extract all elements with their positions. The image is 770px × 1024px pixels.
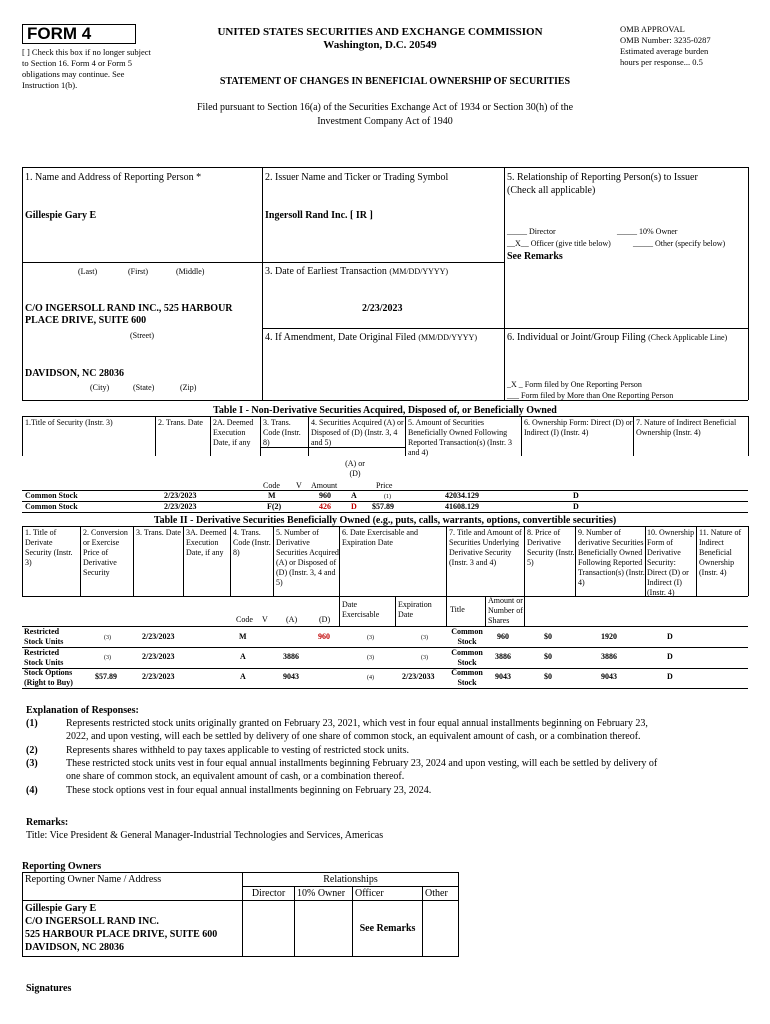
grid-line <box>446 596 447 626</box>
t1-r2-code: F(2) <box>267 502 282 511</box>
owner-address-line2: 525 HARBOUR PLACE DRIVE, SUITE 600 <box>25 929 218 940</box>
grid-line <box>446 526 447 596</box>
grid-line <box>22 626 748 627</box>
see-remarks: See Remarks <box>507 251 563 262</box>
t1-r1-form: D <box>573 491 579 500</box>
footnote-num: (4) <box>26 785 38 796</box>
t1-r2-title: Common Stock <box>25 502 78 511</box>
t2-header-code: 4. Trans. Code (Instr. 8) <box>233 528 271 557</box>
director-check: _____ Director <box>507 227 556 236</box>
footnote-line: one share of common stock, an equivalent amount of cash, or a combination thereof. <box>66 771 405 782</box>
grid-line <box>262 328 748 329</box>
t2-r2-conv: (3) <box>104 655 111 661</box>
owner-name: Gillespie Gary E <box>25 903 97 914</box>
t2-r3-exer: (4) <box>367 675 374 681</box>
t2-sub-d: (D) <box>319 615 331 624</box>
t1-header-acquired: 4. Securities Acquired (A) or Disposed of (D) (Instr. 3, 4 and 5) <box>311 418 404 447</box>
city-label: (City) <box>90 383 110 392</box>
t2-r3-form: D <box>667 672 673 681</box>
other-check: _____ Other (specify below) <box>633 239 726 248</box>
t2-r3-conv: $57.89 <box>95 672 117 681</box>
director-header: Director <box>243 887 295 901</box>
t2-r2-a: 3886 <box>283 652 299 661</box>
t1-r2-date: 2/23/2023 <box>164 502 197 511</box>
footnote-line: 2022, and upon vesting, will each be settled by delivery of one share of common stock, an equivalent amount of cash, or a combination thereof. <box>66 731 641 742</box>
table1-title: Table I - Non-Derivative Securities Acquired, Disposed of, or Beneficially Owned <box>213 405 557 416</box>
ten-pct-cell <box>295 901 353 957</box>
grid-line <box>395 596 396 626</box>
box5-label2: (Check all applicable) <box>507 185 596 196</box>
t2-r3-uamt: 9043 <box>495 672 511 681</box>
t2-r3-date: 2/23/2023 <box>142 672 175 681</box>
t2-r3-price: $0 <box>544 672 552 681</box>
t2-r2-exp: (3) <box>421 655 428 661</box>
remarks-title: Remarks: <box>26 817 69 828</box>
reporting-owners-table <box>22 872 459 957</box>
owner-address-line3: DAVIDSON, NC 28036 <box>25 942 124 953</box>
grid-line <box>22 416 748 417</box>
box4-format: (MM/DD/YYYY) <box>418 333 477 342</box>
t1-sub-amount: Amount <box>311 481 338 490</box>
t1-r2-aord: D <box>351 502 357 511</box>
box1-label: 1. Name and Address of Reporting Person * <box>25 172 202 183</box>
earliest-transaction-date: 2/23/2023 <box>362 303 403 314</box>
t2-r2-form: D <box>667 652 673 661</box>
agency-title <box>160 26 600 52</box>
director-cell <box>243 901 295 957</box>
statement-title: STATEMENT OF CHANGES IN BENEFICIAL OWNERSHIP OF SECURITIES <box>219 76 571 87</box>
explanation-title: Explanation of Responses: <box>26 705 139 716</box>
t1-header-date: 2. Trans. Date <box>158 418 203 427</box>
t1-r1-title: Common Stock <box>25 491 78 500</box>
t2-r1-date: 2/23/2023 <box>142 632 175 641</box>
t2-r3-utitle: Common Stock <box>451 668 483 687</box>
officer-header: Officer <box>353 887 423 901</box>
table2-title: Table II - Derivative Securities Beneficially Owned (e.g., puts, calls, warrants, options, convertible securities) <box>153 515 617 526</box>
t2-header-title: 1. Title of Derivate Security (Instr. 3) <box>25 528 73 567</box>
t2-r3-a: 9043 <box>283 672 299 681</box>
footnote-line: These stock options vest in four equal annual installments beginning on February 23, 2024. <box>66 785 432 796</box>
t1-r1-price: (1) <box>384 494 391 500</box>
box3-format: (MM/DD/YYYY) <box>389 267 449 276</box>
t2-r2-utitle: Common Stock <box>451 648 483 667</box>
t2-header-price: 8. Price of Derivative Security (Instr. 5) <box>527 528 575 567</box>
t2-header-deemed: 3A. Deemed Execution Date, if any <box>186 528 227 557</box>
grid-line <box>22 668 748 669</box>
box3-label-text: 3. Date of Earliest Transaction <box>265 266 387 277</box>
t2-r2-title: Restricted Stock Units <box>24 648 64 667</box>
grid-line <box>22 490 748 491</box>
t1-header-form: 6. Ownership Form: Direct (D) or Indirect (I) (Instr. 4) <box>524 418 633 437</box>
omb-line4: hours per response... 0.5 <box>620 57 703 67</box>
t1-r2-form: D <box>573 502 579 511</box>
t1-header-nature: 7. Nature of Indirect Beneficial Ownership (Instr. 4) <box>636 418 737 437</box>
middle-label: (Middle) <box>176 267 205 276</box>
grid-line <box>22 167 748 168</box>
officer-cell: See Remarks <box>353 901 423 957</box>
t2-header-exercisable: 6. Date Exercisable and Expiration Date <box>342 528 418 547</box>
box6-label <box>507 332 747 344</box>
footnote-num: (1) <box>26 718 38 729</box>
footnote-line: Represents restricted stock units originally granted on February 23, 2021, which vest in four equal annual installments beginning on February 23, <box>66 718 648 729</box>
t2-header-number: 5. Number of Derivative Securities Acquired (A) or Disposed of (D) (Instr. 3, 4 and 5) <box>276 528 339 587</box>
t1-r1-owned: 42034.129 <box>445 491 479 500</box>
t2-r1-utitle: Common Stock <box>451 627 483 646</box>
t2-sub-expiration: Expiration Date <box>398 600 432 619</box>
grid-line <box>262 167 263 400</box>
form-title: FORM 4 <box>22 24 136 44</box>
grid-line <box>748 416 749 456</box>
ten-pct-owner-check: _____ 10% Owner <box>617 227 678 236</box>
grid-line <box>22 526 748 527</box>
grid-line <box>22 262 504 263</box>
t2-sub-exercisable: Date Exercisable <box>342 600 380 619</box>
t1-r1-date: 2/23/2023 <box>164 491 197 500</box>
t2-header-date: 3. Trans. Date <box>136 528 181 537</box>
filed-line1: Filed pursuant to Section 16(a) of the Securities Exchange Act of 1934 or Section 30(h) of the <box>196 102 574 113</box>
grid-line <box>22 167 23 400</box>
t2-r1-form: D <box>667 632 673 641</box>
t2-r1-exer: (3) <box>367 635 374 641</box>
street-value: C/O INGERSOLL RAND INC., 525 HARBOUR PLACE DRIVE, SUITE 600 <box>25 303 233 326</box>
reporting-owners-title: Reporting Owners <box>22 861 102 872</box>
t2-r3-code: A <box>240 672 246 681</box>
t2-r1-code: M <box>239 632 247 641</box>
t2-sub-amount: Amount or Number of Shares <box>488 596 523 625</box>
filed-pursuant <box>140 101 630 129</box>
more-reporting-persons: ___ Form filed by More than One Reporting Person <box>507 391 674 400</box>
t2-r1-title: Restricted Stock Units <box>24 627 64 646</box>
t2-header-owned: 9. Number of derivative Securities Beneficially Owned Following Reported Transaction(s) (Instr. 4) <box>578 528 645 587</box>
first-label: (First) <box>128 267 148 276</box>
filed-line2: Investment Company Act of 1940 <box>317 116 453 127</box>
grid-line <box>155 416 156 456</box>
reporting-person-name: Gillespie Gary E <box>25 210 97 221</box>
t1-header-code: 3. Trans. Code (Instr. 8) <box>263 418 301 447</box>
t1-r2-price: $57.89 <box>372 502 394 511</box>
owner-name-header: Reporting Owner Name / Address <box>23 873 243 901</box>
t1-header-amount: 5. Amount of Securities Beneficially Owned Following Reported Transaction(s) (Instr. 3 and 4) <box>408 418 512 457</box>
check-note: [ ] Check this box if no longer subject to Section 16. Form 4 or Form 5 obligations may continue. See Instruction 1(b). <box>22 47 151 90</box>
box4-label-text: 4. If Amendment, Date Original Filed <box>265 332 416 343</box>
t2-r1-owned: 1920 <box>601 632 617 641</box>
omb-line2: OMB Number: 3235-0287 <box>620 35 711 45</box>
grid-line <box>22 526 23 596</box>
t2-r2-code: A <box>240 652 246 661</box>
t1-sub-aord: (A) or (D) <box>345 459 365 478</box>
t1-r2-amount: 426 <box>319 502 331 511</box>
t1-header-deemed: 2A. Deemed Execution Date, if any <box>213 418 254 447</box>
t2-header-underlying: 7. Title and Amount of Securities Underlying Derivative Security (Instr. 3 and 4) <box>449 528 522 567</box>
t1-header-title: 1.Title of Security (Instr. 3) <box>25 418 113 427</box>
t2-r2-date: 2/23/2023 <box>142 652 175 661</box>
grid-line <box>22 688 748 689</box>
grid-line <box>339 596 340 626</box>
t2-r1-conv: (3) <box>104 635 111 641</box>
grid-line <box>504 167 505 400</box>
remarks-text: Title: Vice President & General Manager-Industrial Technologies and Services, Americas <box>26 830 384 841</box>
omb-line1: OMB APPROVAL <box>620 24 685 34</box>
officer-check: __X__ Officer (give title below) <box>507 239 611 248</box>
grid-line <box>22 596 748 597</box>
t2-r1-uamt: 960 <box>497 632 509 641</box>
t2-header-nature: 11. Nature of Indirect Beneficial Ownership (Instr. 4) <box>699 528 742 577</box>
zip-label: (Zip) <box>180 383 197 392</box>
grid-line <box>22 647 748 648</box>
t1-r1-aord: A <box>351 491 357 500</box>
omb-line3: Estimated average burden <box>620 46 709 56</box>
t1-r2-owned: 41608.129 <box>445 502 479 511</box>
grid-line <box>748 167 749 400</box>
box2-label: 2. Issuer Name and Ticker or Trading Symbol <box>265 172 449 183</box>
t2-r3-exp: 2/23/2033 <box>402 672 435 681</box>
grid-line <box>210 416 211 456</box>
t1-r1-amount: 960 <box>319 491 331 500</box>
grid-line <box>22 512 748 513</box>
agency-line2: Washington, D.C. 20549 <box>323 39 437 51</box>
one-reporting-person: _X _ Form filed by One Reporting Person <box>507 380 642 389</box>
t2-r2-owned: 3886 <box>601 652 617 661</box>
signatures-title: Signatures <box>26 983 72 994</box>
other-cell <box>423 901 459 957</box>
t2-sub-title: Title <box>450 605 465 614</box>
issuer-name: Ingersoll Rand Inc. [ IR ] <box>265 210 373 221</box>
t2-sub-code: Code <box>236 615 253 624</box>
omb-approval <box>620 24 760 68</box>
footnote-line: These restricted stock units vest in four equal annual installments beginning February 23, 2024 and upon vesting, will each be settled by delivery of <box>66 758 658 769</box>
t1-sub-price: Price <box>376 481 393 490</box>
state-label: (State) <box>133 383 155 392</box>
footnote-num: (2) <box>26 745 38 756</box>
t1-r1-code: M <box>268 491 276 500</box>
last-label: (Last) <box>78 267 98 276</box>
owner-address-line1: C/O INGERSOLL RAND INC. <box>25 916 159 927</box>
footnote-line: Represents shares withheld to pay taxes applicable to vesting of restricted stock units. <box>66 745 409 756</box>
t2-r2-price: $0 <box>544 652 552 661</box>
box3-label <box>265 266 448 278</box>
box6-hint: (Check Applicable Line) <box>648 333 728 342</box>
t2-sub-a: (A) <box>286 615 298 624</box>
t2-r3-owned: 9043 <box>601 672 617 681</box>
box5-label1: 5. Relationship of Reporting Person(s) to Issuer <box>507 172 698 183</box>
t2-r2-uamt: 3886 <box>495 652 511 661</box>
grid-line <box>22 416 23 456</box>
other-header: Other <box>423 887 459 901</box>
t2-sub-v: V <box>262 615 268 624</box>
t2-r3-title: Stock Options (Right to Buy) <box>24 668 73 687</box>
t2-header-conversion: 2. Conversion or Exercise Price of Derivative Security <box>83 528 128 577</box>
ten-pct-header: 10% Owner <box>295 887 353 901</box>
grid-line <box>80 526 81 596</box>
box4-label <box>265 332 477 344</box>
t2-r1-price: $0 <box>544 632 552 641</box>
t1-sub-v: V <box>296 481 302 490</box>
t2-r2-exer: (3) <box>367 655 374 661</box>
owner-address <box>23 901 243 957</box>
footnote-num: (3) <box>26 758 38 769</box>
agency-line1: UNITED STATES SECURITIES AND EXCHANGE COMMISSION <box>217 26 543 38</box>
city-value: DAVIDSON, NC 28036 <box>25 368 124 379</box>
grid-line <box>485 596 486 626</box>
t1-sub-code: Code <box>263 481 280 490</box>
relationships-header: Relationships <box>243 873 459 887</box>
street-label: (Street) <box>130 331 154 340</box>
t2-header-form: 10. Ownership Form of Derivative Security: Direct (D) or Indirect (I) (Instr. 4) <box>647 528 695 597</box>
t2-r1-d: 960 <box>318 632 330 641</box>
t2-r1-exp: (3) <box>421 635 428 641</box>
box6-label-text: 6. Individual or Joint/Group Filing <box>507 332 646 343</box>
